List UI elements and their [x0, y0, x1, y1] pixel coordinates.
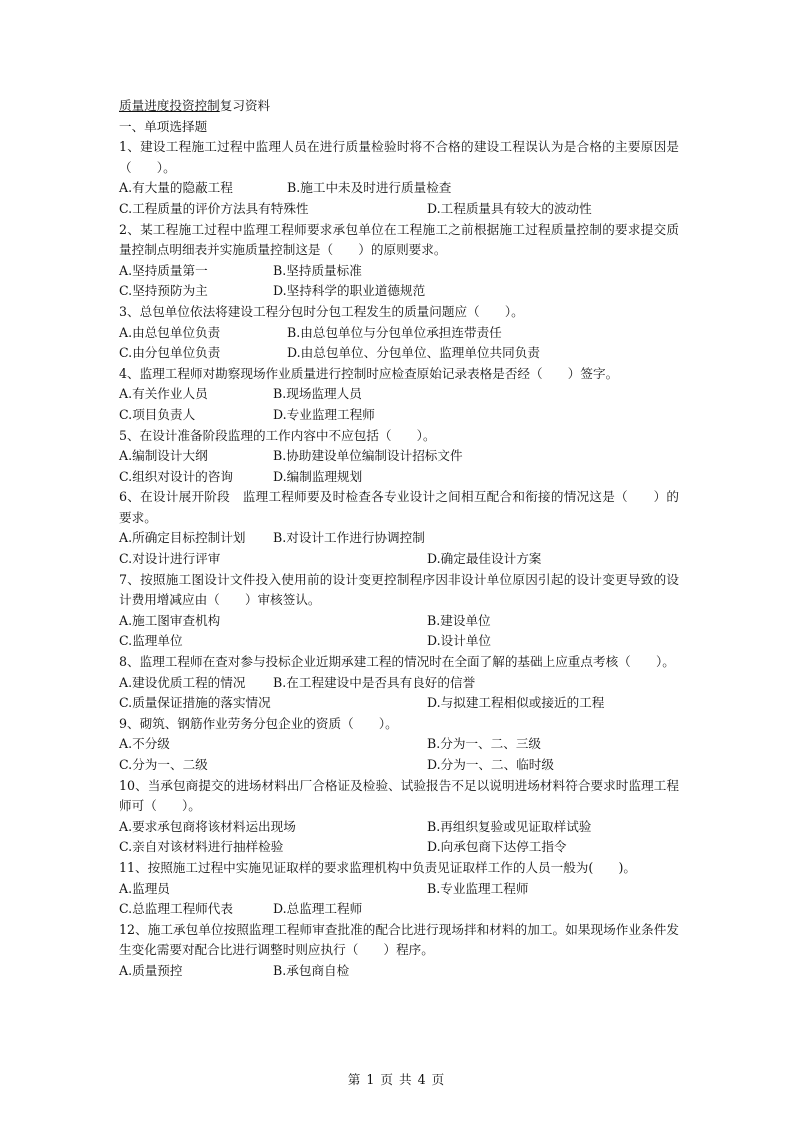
question-7-options-ab — [119, 611, 679, 632]
option-a: A.有关作业人员 — [119, 386, 208, 402]
question-1-stem: 1、建设工程施工过程中监理人员在进行质量检验时将不合格的建设工程误认为是合格的主要原因是（ ）。 — [119, 139, 679, 175]
option-b: B.现场监理人员 — [273, 386, 362, 402]
question-7-stem: 7、按照施工图设计文件投入使用前的设计变更控制程序因非设计单位原因引起的设计变更导致的设计费用增减应由（ ）审核签认。 — [119, 571, 679, 608]
question-9-stem: 9、砌筑、钢筋作业劳务分包企业的资质（ ）。 — [119, 715, 398, 731]
question-2-stem: 2、某工程施工过程中监理工程师要求承包单位在工程施工之前根据施工过程质量控制的要求提交质量控制点明细表并实施质量控制这是（ ）的原则要求。 — [119, 221, 679, 258]
question-3-options-cd — [119, 343, 679, 364]
question-10-options-cd — [119, 837, 679, 858]
question-5-options-ab — [119, 446, 679, 467]
question-4-stem: 4、监理工程师对勘察现场作业质量进行控制时应检查原始记录表格是否经（ ）签字。 — [119, 365, 619, 381]
option-a: A.建设优质工程的情况 — [119, 674, 246, 690]
option-b: B.对设计工作进行协调控制 — [273, 530, 425, 546]
question-6-options-ab — [119, 528, 679, 549]
question-11-options-cd — [119, 899, 679, 920]
option-c: C.总监理工程师代表 — [119, 901, 233, 917]
question-7-options-cd — [119, 631, 679, 652]
option-c: C.亲自对该材料进行抽样检验 — [119, 839, 284, 855]
option-a: A.质量预控 — [119, 962, 183, 978]
option-a: A.监理员 — [119, 880, 170, 896]
option-c: C.质量保证措施的落实情况 — [119, 695, 271, 711]
option-c: C.监理单位 — [119, 633, 183, 649]
question-4-options-ab — [119, 384, 679, 405]
option-b: B.坚持质量标准 — [273, 262, 362, 278]
question-6-options-cd — [119, 549, 679, 570]
option-a: A.由总包单位负责 — [119, 324, 221, 340]
option-c: C.项目负责人 — [119, 406, 196, 422]
question-12-stem: 12、施工承包单位按照监理工程师审查批准的配合比进行现场拌和材料的加工。如果现场作业条件发生变化需要对配合比进行调整时则应执行（ ）程序。 — [119, 921, 679, 958]
option-d: D.工程质量具有较大的波动性 — [427, 200, 592, 216]
option-b: B.由总包单位与分包单位承担连带责任 — [287, 324, 502, 340]
option-d: D.与拟建工程相似或接近的工程 — [427, 695, 605, 711]
option-b: B.再组织复验或见证取样试验 — [427, 818, 592, 834]
document-title — [119, 96, 679, 117]
question-1-options-ab — [119, 178, 679, 199]
title-rest: 复习资料 — [219, 98, 271, 113]
option-a: A.施工图审查机构 — [119, 612, 221, 628]
question-9-options-cd — [119, 755, 679, 776]
option-b: B.协助建设单位编制设计招标文件 — [273, 448, 463, 464]
option-a: A.不分级 — [119, 736, 170, 752]
option-d: D.总监理工程师 — [273, 901, 363, 917]
option-b: B.在工程建设中是否具有良好的信誉 — [273, 674, 476, 690]
question-12-options-ab — [119, 961, 679, 982]
question-3-options-ab — [119, 323, 679, 344]
option-b: B.专业监理工程师 — [427, 880, 529, 896]
page-footer: 第 1 页 共 4 页 — [347, 1072, 446, 1087]
option-a: A.要求承包商将该材料运出现场 — [119, 818, 296, 834]
question-8-options-ab — [119, 673, 679, 694]
option-c: C.组织对设计的咨询 — [119, 468, 233, 484]
question-3-stem: 3、总包单位依法将建设工程分包时分包工程发生的质量问题应（ ）。 — [119, 303, 524, 319]
option-d: D.编制监理规划 — [273, 468, 363, 484]
option-a: A.坚持质量第一 — [119, 262, 208, 278]
option-a: A.编制设计大纲 — [119, 448, 208, 464]
question-9-options-ab — [119, 734, 679, 755]
question-2-options-cd — [119, 281, 679, 302]
section-heading: 一、单项选择题 — [119, 118, 208, 134]
option-b: B.建设单位 — [427, 612, 491, 628]
option-d: D.坚持科学的职业道德规范 — [273, 283, 426, 299]
question-10-stem: 10、当承包商提交的进场材料出厂合格证及检验、试验报告不足以说明进场材料符合要求时监理工程师可（ ）。 — [119, 777, 679, 814]
question-2-options-ab — [119, 261, 679, 282]
document-body — [119, 96, 679, 982]
question-11-stem: 11、按照施工过程中实施见证取样的要求监理机构中负责见证取样工作的人员一般为( )。 — [119, 859, 637, 875]
title-underlined: 质量进度投资控制 — [119, 98, 220, 113]
option-b: B.施工中未及时进行质量检查 — [287, 180, 452, 196]
option-d: D.向承包商下达停工指令 — [427, 839, 567, 855]
option-d: D.设计单位 — [427, 633, 492, 649]
option-c: C.工程质量的评价方法具有特殊性 — [119, 200, 309, 216]
option-d: D.专业监理工程师 — [273, 406, 375, 422]
option-d: D.确定最佳设计方案 — [427, 551, 542, 567]
option-b: B.分为一、二、三级 — [427, 736, 542, 752]
question-10-options-ab — [119, 817, 679, 838]
option-a: A.有大量的隐蔽工程 — [119, 180, 233, 196]
option-a: A.所确定目标控制计划 — [119, 530, 246, 546]
question-4-options-cd — [119, 405, 679, 426]
question-5-stem: 5、在设计准备阶段监理的工作内容中不应包括（ ）。 — [119, 427, 436, 443]
option-c: C.分为一、二级 — [119, 757, 208, 772]
question-1-options-cd — [119, 199, 679, 220]
question-6-stem: 6、在设计展开阶段 监理工程师要及时检查各专业设计之间相互配合和衔接的情况这是（ ）的要求。 — [119, 489, 679, 525]
question-8-stem: 8、监理工程师在查对参与投标企业近期承建工程的情况时在全面了解的基础上应重点考核（ ）。 — [119, 654, 675, 670]
option-c: C.由分包单位负责 — [119, 345, 221, 361]
question-11-options-ab — [119, 879, 679, 900]
question-5-options-cd — [119, 467, 679, 488]
option-d: D.分为一、二、临时级 — [427, 757, 554, 772]
option-c: C.坚持预防为主 — [119, 283, 208, 299]
question-8-options-cd — [119, 693, 679, 714]
option-d: D.由总包单位、分包单位、监理单位共同负责 — [287, 345, 540, 361]
option-b: B.承包商自检 — [273, 962, 350, 978]
option-c: C.对设计进行评审 — [119, 551, 221, 567]
